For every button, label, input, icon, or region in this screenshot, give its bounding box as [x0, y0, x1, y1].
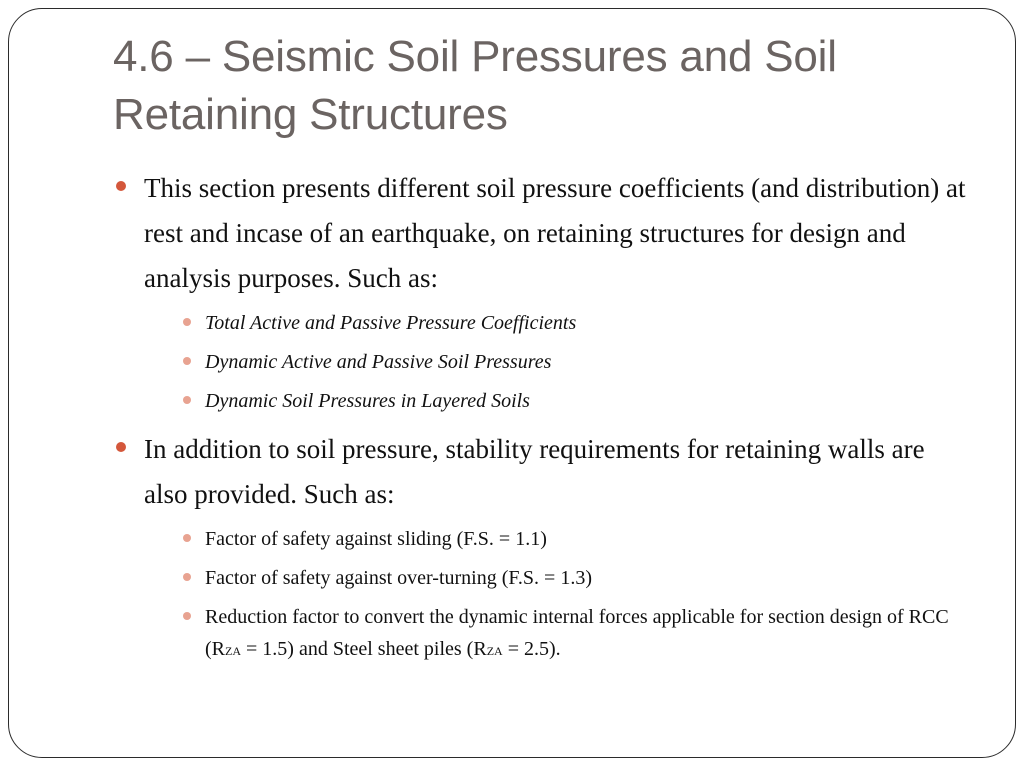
- slide-body: [113, 166, 973, 677]
- bullet-item: [113, 427, 973, 517]
- sub-list: [113, 523, 973, 667]
- sub-list: [113, 307, 973, 417]
- sub-bullet-text: Factor of safety against over-turning (F.S. = 1.3): [205, 567, 592, 589]
- sub-bullet-text: Dynamic Active and Passive Soil Pressures: [205, 351, 552, 373]
- sub-bullet-item: [113, 523, 973, 555]
- subscript-za: ZA: [225, 644, 241, 658]
- sub-bullet-item: [113, 562, 973, 594]
- sub-bullet-dot-icon: [183, 612, 191, 620]
- sub-bullet-text: Total Active and Passive Pressure Coefficients: [205, 312, 577, 334]
- sub-bullet-item: [113, 385, 973, 417]
- reduction-text-part: = 1.5) and Steel sheet piles (R: [241, 638, 487, 660]
- sub-bullet-text: Factor of safety against sliding (F.S. = 1.1): [205, 528, 547, 550]
- sub-bullet-dot-icon: [183, 534, 191, 542]
- bullet-text: This section presents different soil pressure coefficients (and distribution) at rest and incase of an earthquake, on retaining structures for design and analysis purposes. Such as:: [144, 173, 966, 293]
- sub-bullet-dot-icon: [183, 396, 191, 404]
- bullet-dot-icon: [116, 442, 126, 452]
- sub-bullet-dot-icon: [183, 573, 191, 581]
- sub-bullet-item: [113, 601, 973, 667]
- sub-bullet-item: [113, 307, 973, 339]
- reduction-text-part: = 2.5).: [502, 638, 561, 660]
- reduction-factor-text: [205, 606, 949, 660]
- reduction-text-part: Reduction factor to convert the dynamic internal forces applicable for section design of RCC (R: [205, 606, 949, 660]
- slide-title: 4.6 – Seismic Soil Pressures and Soil Retaining Structures: [113, 32, 837, 139]
- sub-bullet-text: Dynamic Soil Pressures in Layered Soils: [205, 390, 530, 412]
- subscript-za: ZA: [486, 644, 503, 658]
- bullet-dot-icon: [116, 181, 126, 191]
- sub-bullet-dot-icon: [183, 318, 191, 326]
- bullet-item: [113, 166, 973, 301]
- sub-bullet-dot-icon: [183, 357, 191, 365]
- sub-bullet-item: [113, 346, 973, 378]
- bullet-text: In addition to soil pressure, stability requirements for retaining walls are also provided. Such as:: [144, 434, 925, 509]
